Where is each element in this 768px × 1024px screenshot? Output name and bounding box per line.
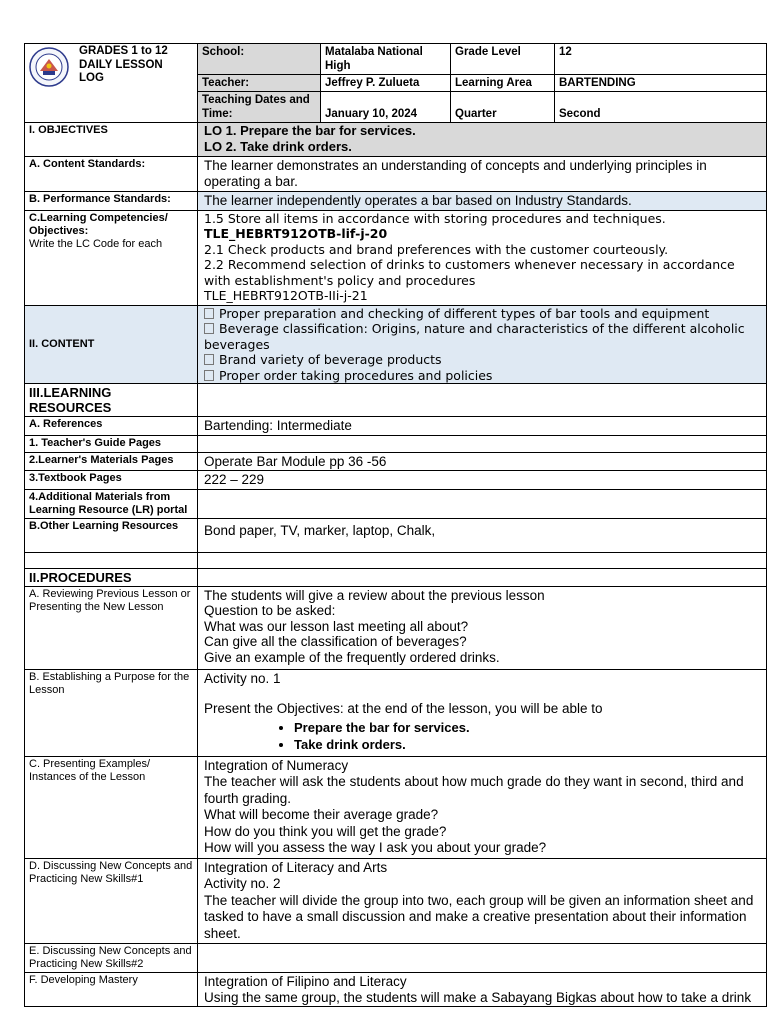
content-standards-value: The learner demonstrates an understanding of concepts and underlying principles in operating a bar. <box>198 157 767 192</box>
purpose-objective-item: • Prepare the bar for services. <box>294 719 760 736</box>
procedure-line: Give an example of the frequently ordered drinks. <box>204 649 500 665</box>
teacher-value: Jeffrey P. Zulueta <box>321 75 451 92</box>
header-title-line: DAILY LESSON <box>79 58 163 71</box>
header-title-line: LOG <box>79 72 104 84</box>
procedure-a-value <box>198 586 767 669</box>
competencies-label-title: C.Learning Competencies/ Objectives: <box>29 211 168 237</box>
competency-code: TLE_HEBRT912OTB-IIi-j-21 <box>204 288 368 303</box>
header-title <box>79 45 168 86</box>
procedure-line: The teacher will divide the group into two, each group will be given an information sheet and tasked to have a small discussion and make a creative presentation about their information sheet. <box>204 892 754 941</box>
purpose-objective-list <box>204 719 760 753</box>
checkbox-glyph-icon <box>204 308 214 319</box>
learning-resources-label: III.LEARNING RESOURCES <box>25 384 198 417</box>
procedures-value <box>198 568 767 586</box>
procedure-line: Integration of Filipino and Literacy <box>204 974 407 989</box>
deped-seal-icon <box>29 47 69 87</box>
content-label: II. CONTENT <box>25 305 198 384</box>
procedure-line: Using the same group, the students will make a Sabayang Bigkas about how to take a drink <box>204 989 752 1005</box>
competency-line: 2.1 Check products and brand preferences with the customer courteously. <box>204 241 669 257</box>
learning-area-value: BARTENDING <box>555 75 767 92</box>
dates-value: January 10, 2024 <box>321 92 451 123</box>
performance-standards-label: B. Performance Standards: <box>25 192 198 211</box>
competency-line: 1.5 Store all items in accordance with storing procedures and techniques. <box>204 210 666 226</box>
procedure-f-label: F. Developing Mastery <box>25 973 198 1007</box>
procedure-gap <box>204 686 760 701</box>
teachers-guide-value <box>198 435 767 452</box>
procedure-line: Integration of Numeracy <box>204 757 349 773</box>
teacher-label: Teacher: <box>198 75 321 92</box>
learning-area-label: Learning Area <box>451 75 555 92</box>
procedure-b-label: B. Establishing a Purpose for the Lesson <box>25 669 198 756</box>
school-label: School: <box>198 44 321 75</box>
procedure-line: How will you assess the way I ask you about your grade? <box>204 840 547 855</box>
references-value: Bartending: Intermediate <box>198 417 767 436</box>
quarter-value: Second <box>555 92 767 123</box>
competency-line: 2.2 Recommend selection of drinks to customers whenever necessary in accordance with establishment's policy and procedures <box>204 257 735 288</box>
procedure-d-label: D. Discussing New Concepts and Practicing New Skills#1 <box>25 858 198 944</box>
content-item: Brand variety of beverage products <box>204 352 760 368</box>
objective-line: LO 2. Take drink orders. <box>204 139 352 154</box>
procedure-line: Integration of Literacy and Arts <box>204 859 388 875</box>
checkbox-glyph-icon <box>204 323 214 334</box>
procedures-label: II.PROCEDURES <box>25 568 198 586</box>
procedure-e-value <box>198 944 767 973</box>
header-logo-cell <box>25 44 198 123</box>
procedure-line: How do you think you will get the grade? <box>204 823 447 839</box>
learners-materials-label: 2.Learner's Materials Pages <box>25 452 198 471</box>
additional-materials-label: 4.Additional Materials from Learning Resource (LR) portal <box>25 489 198 518</box>
procedure-line: The teacher will ask the students about how much grade do they want in second, third and fourth grading. <box>204 774 744 806</box>
procedure-line: Question to be asked: <box>204 603 336 618</box>
additional-materials-value <box>198 489 767 518</box>
textbook-pages-label: 3.Textbook Pages <box>25 471 198 490</box>
procedure-b-value <box>198 669 767 756</box>
checkbox-glyph-icon <box>204 370 214 381</box>
content-item: Beverage classification: Origins, nature and characteristics of the different alcoholic beverages <box>204 321 745 352</box>
spacer-row-label <box>25 552 198 568</box>
spacer-row-value <box>198 552 767 568</box>
checkbox-glyph-icon <box>204 354 214 365</box>
procedure-line: Present the Objectives: at the end of the lesson, you will be able to <box>204 701 603 716</box>
learning-resources-value <box>198 384 767 417</box>
competency-code: TLE_HEBRT912OTB-lif-j-20 <box>204 226 388 241</box>
lesson-log-table <box>24 43 767 1007</box>
other-resources-label: B.Other Learning Resources <box>25 518 198 552</box>
procedure-line: What was our lesson last meeting all about? <box>204 618 469 634</box>
daily-lesson-log <box>24 43 766 1007</box>
content-value <box>198 305 767 384</box>
quarter-label: Quarter <box>451 92 555 123</box>
procedure-line: Can give all the classification of beverages? <box>204 634 467 649</box>
procedure-line: Activity no. 1 <box>204 670 281 686</box>
procedure-line: Activity no. 2 <box>204 876 281 891</box>
performance-standards-value: The learner independently operates a bar based on Industry Standards. <box>198 192 767 211</box>
other-resources-value: Bond paper, TV, marker, laptop, Chalk, <box>198 518 767 552</box>
references-label: A. References <box>25 417 198 436</box>
header-title-line: GRADES 1 to 12 <box>79 45 168 57</box>
content-item: Proper order taking procedures and policies <box>204 368 760 384</box>
textbook-pages-value: 222 – 229 <box>198 471 767 490</box>
procedure-d-value <box>198 858 767 944</box>
procedure-f-value <box>198 973 767 1007</box>
teachers-guide-label: 1. Teacher's Guide Pages <box>25 435 198 452</box>
content-item: Proper preparation and checking of different types of bar tools and equipment <box>204 306 760 322</box>
competencies-label-note: Write the LC Code for each <box>29 237 163 250</box>
procedure-line: What will become their average grade? <box>204 807 439 822</box>
procedure-c-label: C. Presenting Examples/ Instances of the Lesson <box>25 756 198 858</box>
content-standards-label: A. Content Standards: <box>25 157 198 192</box>
objectives-value <box>198 123 767 157</box>
purpose-objective-item: • Take drink orders. <box>294 736 760 753</box>
objective-line: LO 1. Prepare the bar for services. <box>204 123 416 138</box>
competencies-value <box>198 210 767 305</box>
procedure-a-label: A. Reviewing Previous Lesson or Presenting the New Lesson <box>25 586 198 669</box>
grade-level-label: Grade Level <box>451 44 555 75</box>
learners-materials-value: Operate Bar Module pp 36 -56 <box>198 452 767 471</box>
school-value: Matalaba National High <box>321 44 451 75</box>
procedure-line: The students will give a review about the previous lesson <box>204 587 545 603</box>
dates-label: Teaching Dates and Time: <box>198 92 321 123</box>
grade-level-value: 12 <box>555 44 767 75</box>
objectives-label: I. OBJECTIVES <box>25 123 198 157</box>
procedure-e-label: E. Discussing New Concepts and Practicing New Skills#2 <box>25 944 198 973</box>
procedure-c-value <box>198 756 767 858</box>
competencies-label <box>25 210 198 305</box>
